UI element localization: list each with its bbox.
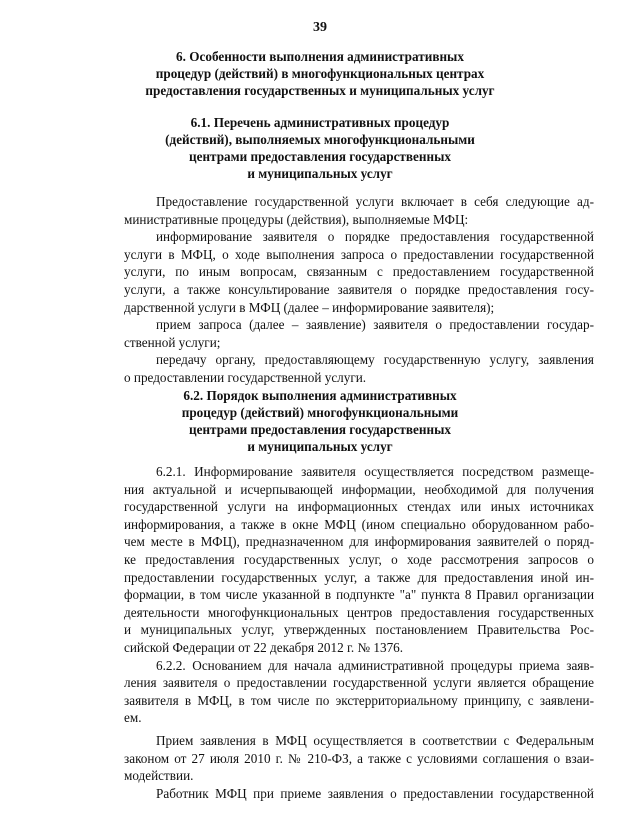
- heading-line: 6.2. Порядок выполнения административных: [183, 388, 457, 403]
- heading-line: 6. Особенности выполнения административных: [176, 49, 464, 64]
- heading-line: и муниципальных услуг: [247, 439, 393, 454]
- text-line: Работник МФЦ при приеме заявления о предоставлении государственной: [156, 785, 594, 801]
- text-line: ния актуальной и исчерпывающей информации, необходимой для получения: [124, 481, 594, 497]
- text-line: информирования, а также в окне МФЦ (ином специально оборудованном рабо-: [124, 516, 594, 532]
- heading-line: процедур (действий) многофункциональными: [181, 405, 459, 420]
- text-line: прием запроса (далее – заявление) заявителя о предоставлении государ-: [156, 317, 594, 333]
- text-line: ем.: [124, 710, 142, 726]
- section-6-1-heading: [120, 114, 520, 182]
- text-line: передачу органу, предоставляющему государственную услугу, заявления: [156, 352, 594, 368]
- text-line: услуги, а также консультирование заявителя о порядке предоставления госу-: [124, 281, 594, 297]
- procedures-list-paragraph: [124, 193, 594, 387]
- text-line: министративные процедуры (действия), выполняемые МФЦ:: [124, 211, 469, 227]
- text-line: сийской Федерации от 22 декабря 2012 г. № 1376.: [124, 639, 404, 655]
- text-line: 6.2.2. Основанием для начала административной процедуры приема заяв-: [156, 657, 594, 673]
- text-line: деятельности многофункциональных центров предоставления государственных: [124, 604, 594, 620]
- informing-paragraph: [124, 463, 594, 727]
- text-line: заявителя в МФЦ, в том числе по экстерриториальному принципу, с заявлени-: [124, 692, 594, 708]
- heading-line: предоставления государственных и муниципальных услуг: [145, 83, 495, 98]
- text-line: Прием заявления в МФЦ осуществляется в соответствии с Федеральным: [156, 733, 594, 748]
- acceptance-paragraph: [124, 732, 594, 802]
- text-line: услуги в МФЦ, о ходе выполнения запроса о предоставлении государственной: [124, 246, 594, 262]
- text-line: информирование заявителя о порядке предоставления государственной: [156, 229, 594, 245]
- heading-line: и муниципальных услуг: [247, 166, 393, 181]
- text-line: 6.2.1. Информирование заявителя осуществляется посредством размеще-: [156, 464, 594, 479]
- heading-line: 6.1. Перечень административных процедур: [190, 115, 450, 130]
- section-6-2-heading: [120, 387, 520, 455]
- heading-line: (действий), выполняемых многофункциональными: [165, 132, 475, 147]
- text-line: модействии.: [124, 768, 194, 784]
- section-6-heading: [120, 48, 520, 99]
- text-line: ке предоставления государственных услуг, о ходе рассмотрения запросов о: [124, 551, 594, 567]
- text-line: услуги, по иным вопросам, связанным с предоставлением государственной: [124, 264, 594, 280]
- text-line: предоставлении государственных услуг, а также для предоставления иной ин-: [124, 569, 594, 585]
- text-line: ления заявителя о предоставлении государственной услуги является обращение: [124, 675, 594, 691]
- text-line: ственной услуги;: [124, 334, 221, 350]
- heading-line: центрами предоставления государственных: [189, 149, 451, 164]
- text-line: и муниципальных услуг, утвержденных постановлением Правительства Рос-: [124, 622, 594, 638]
- heading-line: центрами предоставления государственных: [189, 422, 451, 437]
- text-line: законом от 27 июля 2010 г. № 210-ФЗ, а также с условиями соглашения о взаи-: [124, 750, 594, 766]
- text-line: государственной услуги на информационных стендах или иных источниках: [124, 499, 594, 515]
- text-line: чем месте в МФЦ), предназначенном для информирования заявителей о поряд-: [124, 534, 594, 550]
- text-line: дарственной услуги в МФЦ (далее – информирование заявителя);: [124, 299, 495, 315]
- page-number: 39: [313, 20, 327, 35]
- text-line: Предоставление государственной услуги включает в себя следующие ад-: [156, 194, 594, 209]
- text-line: о предоставлении государственной услуги.: [124, 369, 367, 385]
- heading-line: процедур (действий) в многофункциональных центрах: [155, 66, 485, 81]
- text-line: формации, в том числе указанной в подпункте "а" пункта 8 Правил организации: [124, 587, 594, 603]
